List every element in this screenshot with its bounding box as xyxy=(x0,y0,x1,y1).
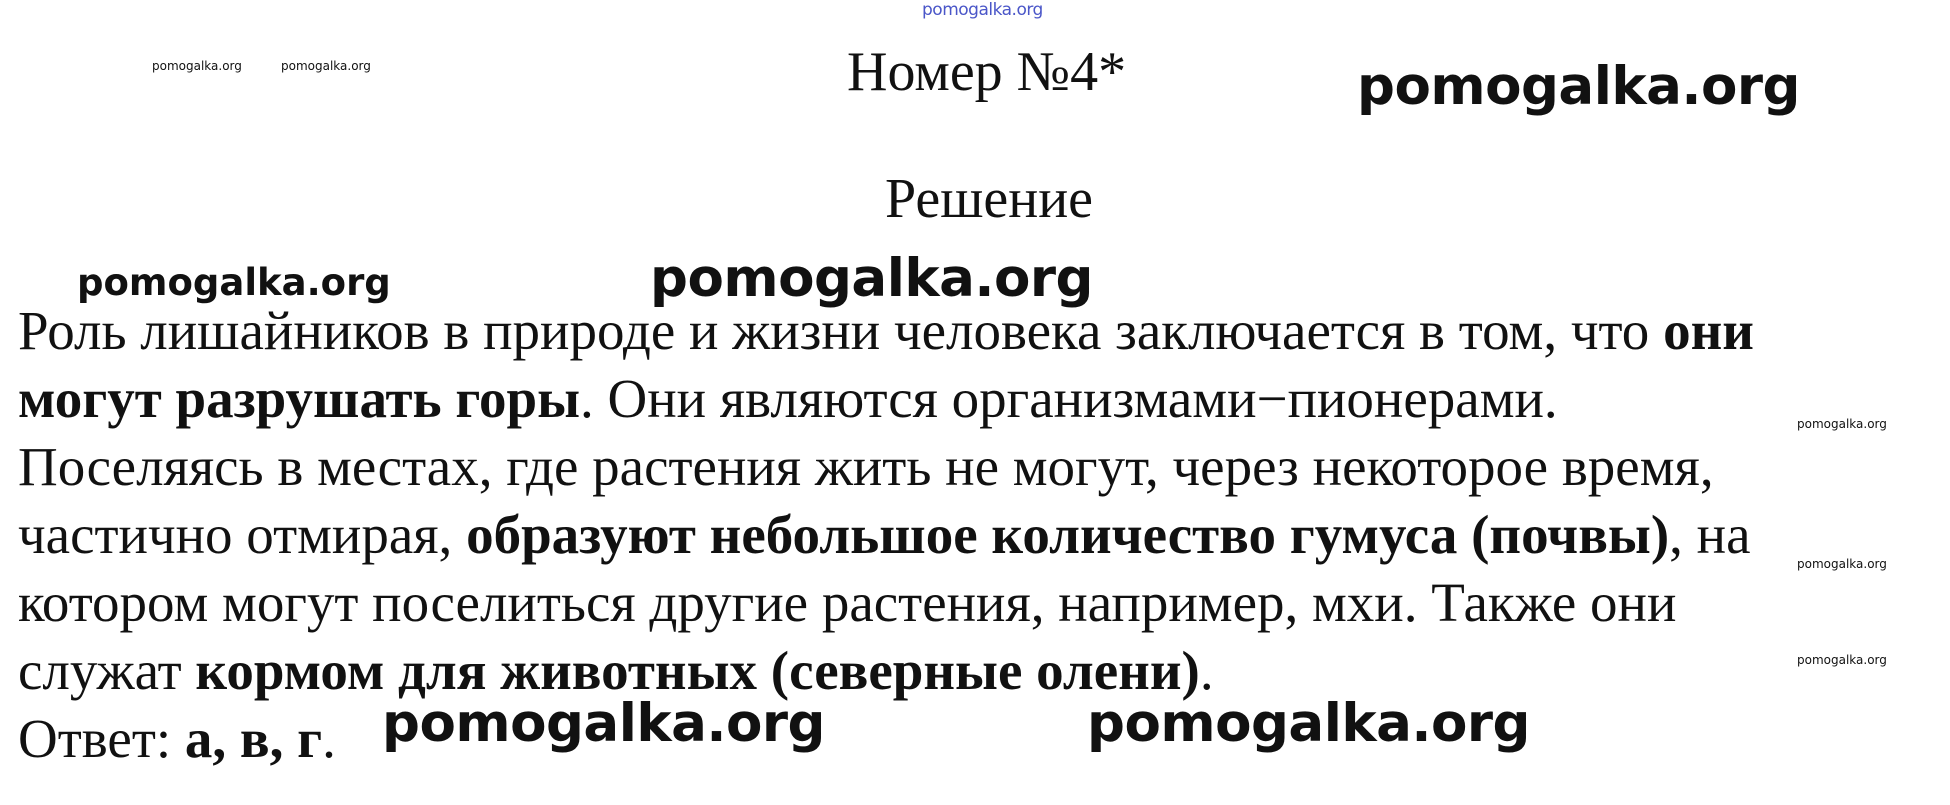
watermark-bottom-1: pomogalka.org xyxy=(382,693,825,754)
watermark-bottom-2: pomogalka.org xyxy=(1087,693,1530,754)
page-subtitle: Решение xyxy=(885,168,1094,230)
answer-value: а, в, г xyxy=(184,708,323,769)
text-run: частично отмирая, xyxy=(18,504,467,565)
answer-label: Ответ: xyxy=(18,708,185,769)
paragraph-line-6 xyxy=(18,637,1938,705)
watermark-small-left: pomogalka.org xyxy=(152,59,242,73)
watermark-top: pomogalka.org xyxy=(922,0,1043,20)
text-run: . Они являются организмами−пионерами. xyxy=(580,368,1558,429)
solution-paragraph xyxy=(18,297,1938,773)
text-run: . xyxy=(1199,640,1214,701)
answer-line xyxy=(18,705,1938,773)
watermark-small-left-2: pomogalka.org xyxy=(281,59,371,73)
text-run: Роль лишайников в природе и жизни человека заключается в том, что xyxy=(18,300,1664,361)
bold-run: они xyxy=(1663,300,1754,361)
watermark-header-right: pomogalka.org xyxy=(1357,56,1800,117)
text-run: служат xyxy=(18,640,196,701)
paragraph-line-1 xyxy=(18,297,1938,365)
paragraph-line-2 xyxy=(18,365,1938,433)
text-run: Поселяясь в местах, где растения жить не могут, через некоторое время, xyxy=(18,436,1714,497)
watermark-right-1: pomogalka.org xyxy=(1797,417,1887,431)
paragraph-line-4 xyxy=(18,501,1938,569)
text-run: котором могут поселиться другие растения, например, мхи. Также они xyxy=(18,572,1677,633)
watermark-left-mid: pomogalka.org xyxy=(77,261,391,304)
watermark-right-2: pomogalka.org xyxy=(1797,557,1887,571)
watermark-center-mid: pomogalka.org xyxy=(650,248,1093,309)
page-title: Номер №4* xyxy=(847,41,1127,103)
paragraph-line-3 xyxy=(18,433,1938,501)
bold-run: образуют небольшое количество гумуса (почвы) xyxy=(466,504,1670,565)
bold-run: кормом для животных (северные олени) xyxy=(195,640,1200,701)
paragraph-line-5 xyxy=(18,569,1938,637)
text-run: , на xyxy=(1669,504,1751,565)
text-run: . xyxy=(322,708,336,769)
bold-run: могут разрушать горы xyxy=(18,368,581,429)
watermark-right-3: pomogalka.org xyxy=(1797,653,1887,667)
